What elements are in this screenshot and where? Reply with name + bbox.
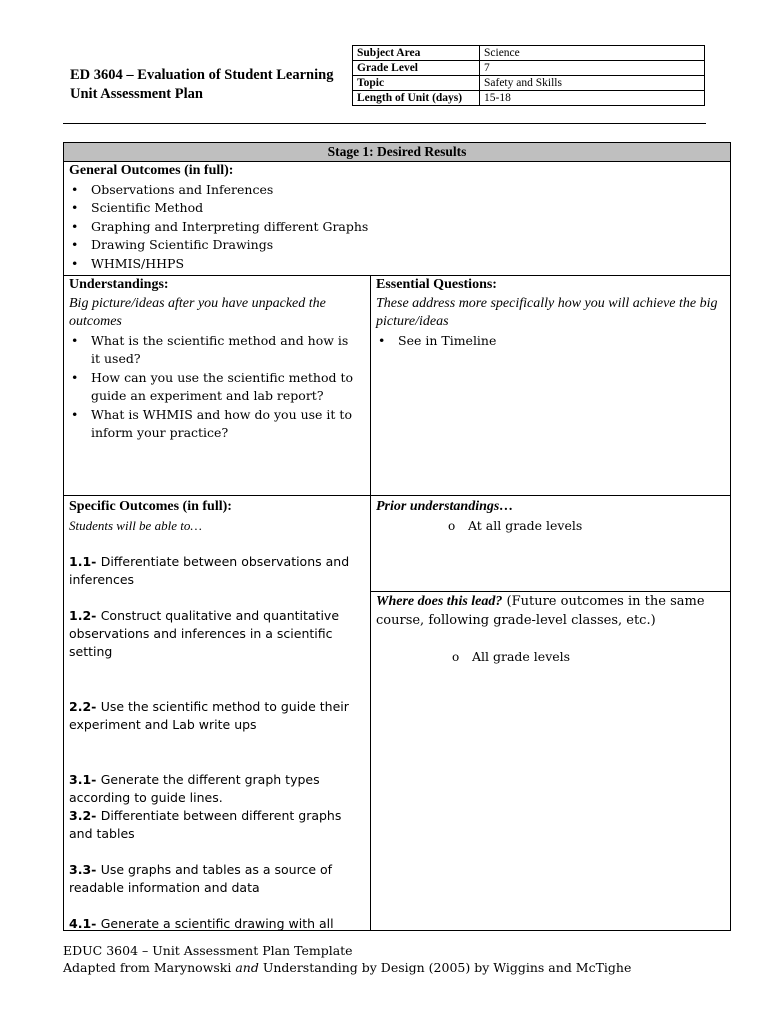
prior-understandings-heading: Prior understandings…	[376, 499, 514, 514]
specific-outcome: 2.2- Use the scientific method to guide their experiment and Lab write ups	[69, 699, 349, 732]
outcome-code: 3.1	[69, 772, 92, 787]
info-label: Grade Level	[353, 61, 480, 76]
list-item: • Observations and Inferences	[69, 181, 719, 200]
specific-outcome: 4.1- Generate a scientific drawing with all	[69, 916, 334, 931]
info-row	[353, 46, 705, 61]
list-item: • WHMIS/HHPS	[69, 255, 719, 274]
outcome-text: Differentiate between observations and inferences	[69, 554, 350, 587]
outcome-text: Use the scientific method to guide their experiment and Lab write ups	[69, 699, 349, 732]
info-value: 7	[480, 61, 705, 76]
footer-text: Adapted from Marynowski	[63, 960, 236, 975]
specific-outcome: 3.1- Generate the different graph types according to guide lines.	[69, 772, 320, 805]
list-item: o At all grade levels	[468, 517, 726, 536]
understandings-heading: Understandings:	[69, 277, 169, 292]
essential-questions-heading: Essential Questions:	[376, 277, 497, 292]
unit-info-table	[352, 45, 705, 106]
info-label: Subject Area	[353, 46, 480, 61]
outcome-code: 3.2	[69, 808, 92, 823]
specific-outcome: 3.3- Use graphs and tables as a source of readable information and data	[69, 862, 333, 895]
outcome-text: Differentiate between different graphs and tables	[69, 808, 342, 841]
info-value: Science	[480, 46, 705, 61]
outcome-text: Generate a scientific drawing with all	[100, 916, 334, 931]
stage1-table	[63, 142, 731, 931]
specific-outcome: 1.2- Construct qualitative and quantitative observations and inferences in a scientific setting	[69, 608, 340, 659]
understandings-subheading: Big picture/ideas after you have unpacked the outcomes	[69, 295, 326, 329]
essential-questions-cell	[376, 276, 726, 350]
general-outcomes-heading: General Outcomes (in full):	[69, 163, 234, 178]
list-item: • What is WHMIS and how do you use it to inform your practice?	[69, 406, 361, 443]
general-outcomes-list	[69, 181, 719, 274]
specific-outcome: 1.1- Differentiate between observations and inferences	[69, 554, 350, 587]
info-row	[353, 76, 705, 91]
essential-questions-list	[376, 332, 726, 351]
stage1-title: Stage 1: Desired Results	[64, 143, 730, 162]
general-outcomes-cell	[69, 162, 719, 273]
outcome-code: 2.2	[69, 699, 92, 714]
where-lead-heading: Where does this lead?	[376, 594, 503, 609]
list-item: • How can you use the scientific method to guide an experiment and lab report?	[69, 369, 361, 406]
row-divider	[370, 591, 730, 592]
outcome-text: Use graphs and tables as a source of readable information and data	[69, 862, 333, 895]
understandings-cell	[69, 276, 361, 443]
info-row	[353, 91, 705, 106]
info-value: 15-18	[480, 91, 705, 106]
info-value: Safety and Skills	[480, 76, 705, 91]
outcome-code: 1.2	[69, 608, 92, 623]
where-lead-list	[472, 648, 726, 667]
footer-line-1: EDUC 3604 – Unit Assessment Plan Template	[63, 943, 353, 958]
outcome-text: Construct qualitative and quantitative observations and inferences in a scientific setting	[69, 608, 340, 659]
outcome-code: 3.3	[69, 862, 92, 877]
column-divider	[370, 275, 371, 931]
list-item: • Graphing and Interpreting different Graphs	[69, 218, 719, 237]
outcome-code: 1.1	[69, 554, 92, 569]
specific-outcomes-heading: Specific Outcomes (in full):	[69, 499, 232, 514]
footer-text: Understanding by Design (2005) by Wiggins and McTighe	[258, 960, 632, 975]
document-title	[70, 66, 360, 104]
prior-understandings-list	[468, 517, 726, 536]
list-item: • What is the scientific method and how is it used?	[69, 332, 361, 369]
list-item: • See in Timeline	[376, 332, 726, 351]
specific-outcomes-cell	[69, 498, 365, 933]
specific-outcome: 3.2- Differentiate between different graphs and tables	[69, 808, 342, 841]
specific-outcomes-subheading: Students will be able to…	[69, 517, 202, 533]
list-item: o All grade levels	[472, 648, 726, 667]
info-label: Topic	[353, 76, 480, 91]
outcome-text: Generate the different graph types according to guide lines.	[69, 772, 320, 805]
where-lead-cell	[376, 593, 726, 667]
page-footer	[63, 942, 723, 976]
list-item: • Drawing Scientific Drawings	[69, 236, 719, 255]
understandings-list	[69, 332, 361, 443]
footer-text: and	[235, 960, 259, 975]
outcome-code: 4.1	[69, 916, 92, 931]
info-row	[353, 61, 705, 76]
row-divider	[64, 495, 730, 496]
list-item: • Scientific Method	[69, 199, 719, 218]
where-lead-text: (Future outcomes in the same course, following grade-level classes, etc.)	[376, 594, 705, 628]
prior-understandings-cell	[376, 498, 726, 535]
footer-line-2	[63, 959, 723, 976]
header-divider	[63, 123, 706, 124]
title-line-2: Unit Assessment Plan	[70, 86, 203, 102]
where-lead-paragraph	[376, 593, 726, 630]
info-label: Length of Unit (days)	[353, 91, 480, 106]
title-line-1: ED 3604 – Evaluation of Student Learning	[70, 67, 334, 83]
essential-questions-subheading: These address more specifically how you will achieve the big picture/ideas	[376, 295, 718, 329]
